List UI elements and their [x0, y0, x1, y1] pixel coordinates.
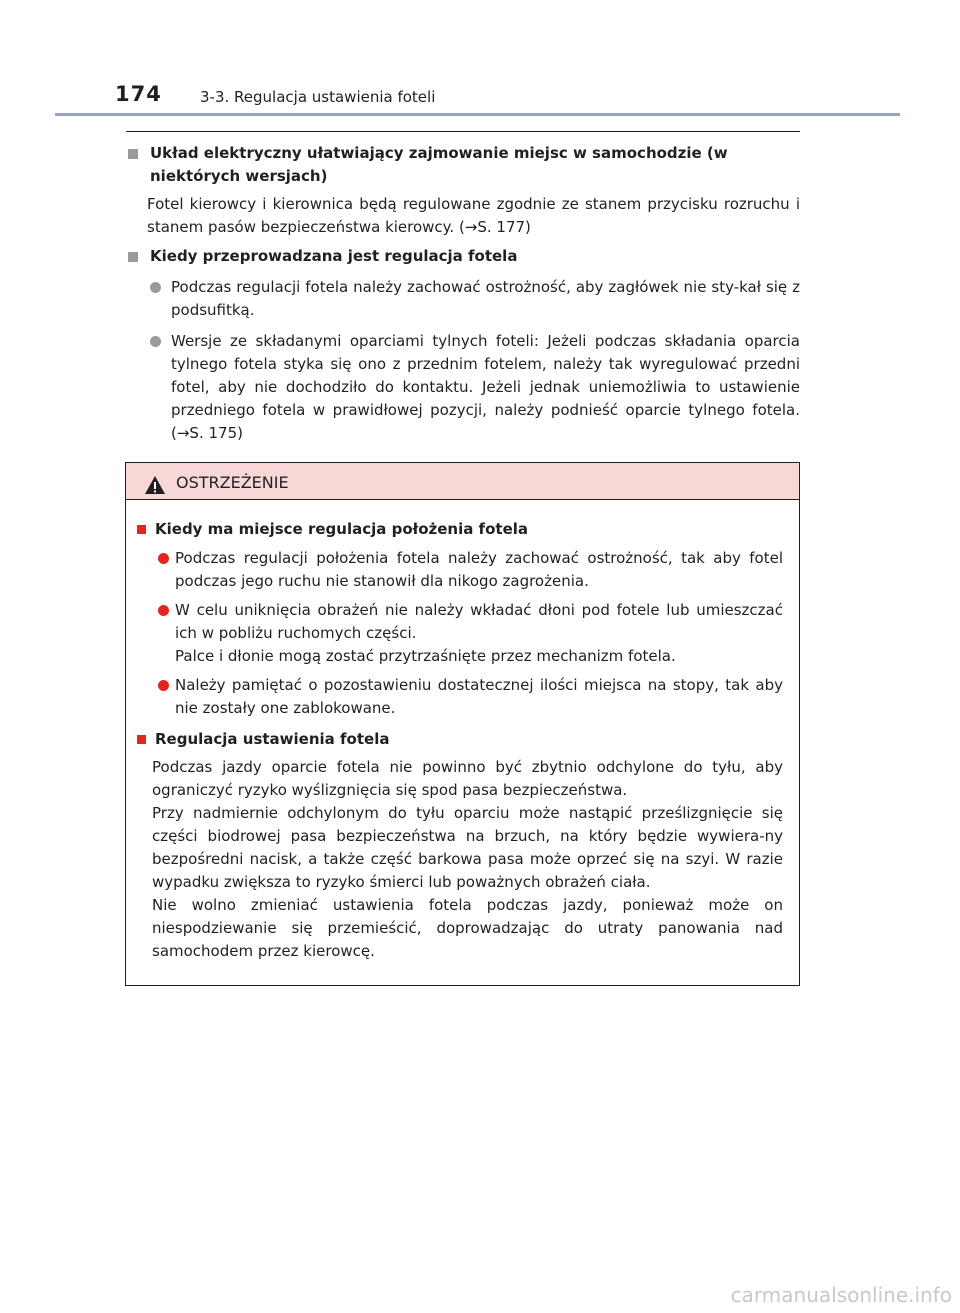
- page-header: [0, 0, 960, 120]
- warning-heading: [135, 728, 783, 751]
- section-heading: [126, 245, 800, 268]
- list-item: [126, 330, 800, 445]
- warning-body: [126, 500, 799, 963]
- warning-triangle-icon: [144, 475, 166, 499]
- paragraph: [135, 756, 783, 963]
- warning-box: [125, 462, 800, 986]
- list-item-text: Podczas regulacji fotela należy zachować ostrożność, aby zagłówek nie sty-kał się z podsufitką.: [171, 278, 800, 319]
- circle-bullet-icon: [158, 680, 169, 691]
- section-heading: [126, 142, 800, 188]
- heading-text: Kiedy ma miejsce regulacja położenia fotela: [155, 520, 529, 538]
- warning-heading: [135, 518, 783, 541]
- list-item: [126, 276, 800, 322]
- list-item: [135, 674, 783, 720]
- list-item-text: W celu uniknięcia obrażeń nie należy wkładać dłoni pod fotele lub umieszczać ich w pobliżu ruchomych części.: [175, 601, 783, 642]
- paragraph: Fotel kierowcy i kierownica będą regulowane zgodnie ze stanem przycisku rozruchu i stanem pasów bezpieczeństwa kierowcy. (→S. 177): [147, 195, 800, 236]
- heading-text: Układ elektryczny ułatwiający zajmowanie miejsc w samochodzie (w niektórych wersjach): [150, 144, 728, 185]
- list-item-text: Podczas regulacji położenia fotela należy zachować ostrożność, tak aby fotel podczas jego ruchu nie stanowił dla nikogo zagrożenia.: [175, 549, 783, 590]
- square-bullet-icon: [128, 252, 138, 262]
- section-title: 3-3. Regulacja ustawienia foteli: [200, 88, 436, 106]
- heading-text: Kiedy przeprowadzana jest regulacja fotela: [150, 247, 518, 265]
- heading-text: Regulacja ustawienia fotela: [155, 730, 390, 748]
- paragraph-text: Przy nadmiernie odchylonym do tyłu oparciu może nastąpić prześlizgnięcie się części biodrowej pasa bezpieczeństwa na brzuch, na który będzie wywiera-ny bezpośredni nacisk, a także część barkowa pasa może oprzeć się na szyi. W razie wypadku zwiększa to ryzyko śmierci lub poważnych obrażeń ciała.: [152, 804, 783, 891]
- circle-bullet-icon: [158, 553, 169, 564]
- square-bullet-icon: [137, 525, 146, 534]
- paragraph-text: Podczas jazdy oparcie fotela nie powinno być zbytnio odchylone do tyłu, aby ograniczyć ryzyko wyślizgnięcia się spod pasa bezpieczeństwa.: [152, 758, 783, 799]
- square-bullet-icon: [137, 735, 146, 744]
- header-divider: [55, 113, 900, 116]
- watermark: carmanualsonline.info: [730, 1283, 952, 1307]
- square-bullet-icon: [128, 149, 138, 159]
- list-item: [135, 547, 783, 593]
- circle-bullet-icon: [150, 282, 161, 293]
- list-item-text: Palce i dłonie mogą zostać przytrzaśnięte przez mechanizm fotela.: [175, 647, 676, 665]
- list-item-text: Wersje ze składanymi oparciami tylnych foteli: Jeżeli podczas składania oparcia tylnego fotela styka się ono z przednim fotelem, należy tak wyregulować przedni fotel, aby nie dochodziło do kontaktu. Jeżeli jednak uniemożliwia to ustawienie przedniego fotela w prawidłowej pozycji, należy podnieść oparcie tylnego fotela. (→S. 175): [171, 332, 800, 442]
- list-item-text: Należy pamiętać o pozostawieniu dostatecznej ilości miejsca na stopy, tak aby nie zostały one zablokowane.: [175, 676, 783, 717]
- main-content: [126, 131, 800, 445]
- list-item: [135, 599, 783, 668]
- warning-title: OSTRZEŻENIE: [176, 473, 289, 492]
- top-rule: [126, 131, 800, 132]
- paragraph-text: Nie wolno zmieniać ustawienia fotela podczas jazdy, ponieważ może on niespodziewanie się przemieścić, doprowadzając do utraty panowania nad samochodem przez kierowcę.: [152, 896, 783, 960]
- circle-bullet-icon: [150, 336, 161, 347]
- page-number: 174: [115, 82, 162, 106]
- circle-bullet-icon: [158, 605, 169, 616]
- warning-header: [126, 463, 799, 500]
